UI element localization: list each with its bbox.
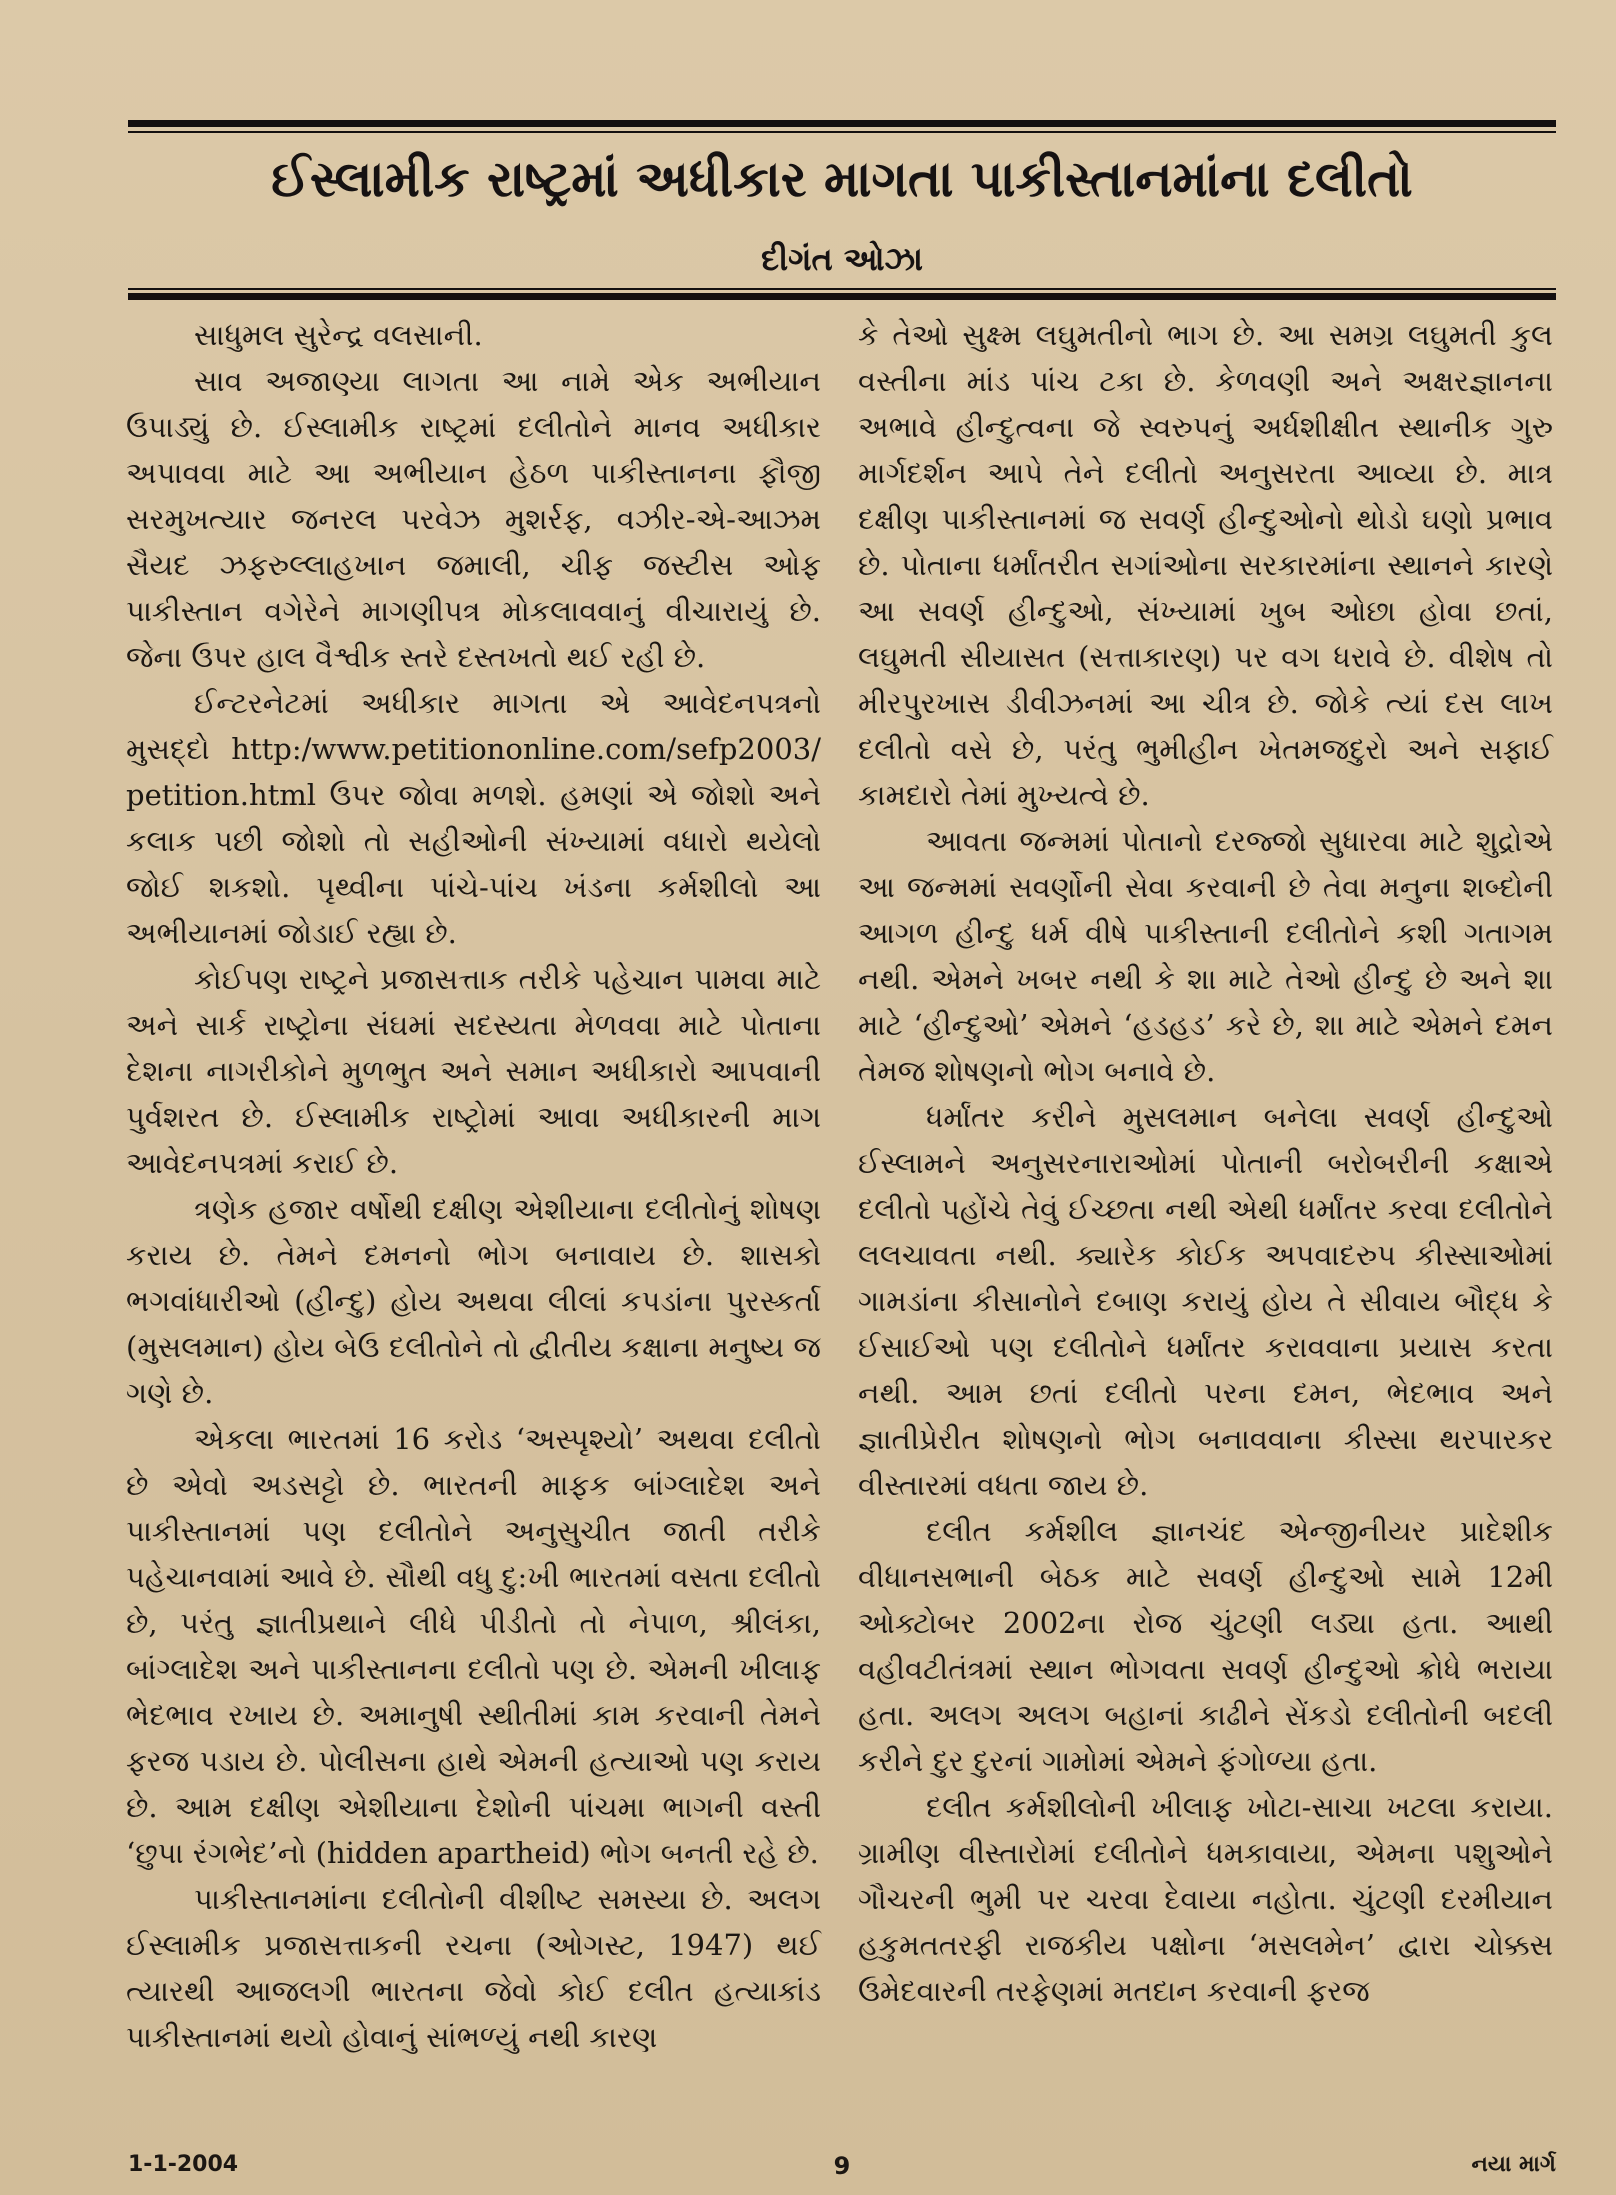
header-bottom-rule (128, 293, 1556, 300)
page-number: 9 (833, 2152, 851, 2180)
header-bottom-rule-thin (128, 288, 1556, 290)
left-column (126, 312, 821, 2060)
paragraph: ધર્માંતર કરીને મુસલમાન બનેલા સવર્ણ હીન્દુઓ ઈસ્લામને અનુસરનારાઓમાં પોતાની બરોબરીની કક્ષાએ દલીતો પહોંચે તેવું ઈચ્છતા નથી એથી ધર્માંતર કરવા દલીતોને લલચાવતા નથી. ક્યારેક કોઈક અપવાદરુપ કીસ્સાઓમાં ગામડાંના કીસાનોને દબાણ કરાયું હોય તે સીવાય બૌદ્ધ કે ઈસાઈઓ પણ દલીતોને ધર્માંતર કરાવવાના પ્રયાસ કરતા નથી. આમ છતાં દલીતો પરના દમન, ભેદભાવ અને જ્ઞાતીપ્રેરીત શોષણનો ભોગ બનાવવાના કીસ્સા થરપારકર વીસ્તારમાં વધતા જાય છે. (858, 1100, 1553, 1502)
paragraph: દલીત કર્મશીલ જ્ઞાનચંદ એન્જીનીયર પ્રાદેશીક વીધાનસભાની બેઠક માટે સવર્ણ હીન્દુઓ સામે 12મી ઓક્ટોબર 2002ના રોજ ચુંટણી લડ્યા હતા. આથી વહીવટીતંત્રમાં સ્થાન ભોગવતા સવર્ણ હીન્દુઓ ક્રોધે ભરાયા હતા. અલગ અલગ બહાનાં કાઢીને સેંકડો દલીતોની બદલી કરીને દુર દુરનાં ગામોમાં એમને ફંગોળ્યા હતા. (858, 1514, 1553, 1778)
paragraph: કે તેઓ સુક્ષ્મ લઘુમતીનો ભાગ છે. આ સમગ્ર લઘુમતી કુલ વસ્તીના માંડ પાંચ ટકા છે. કેળવણી અને અક્ષરજ્ઞાનના અભાવે હીન્દુત્વના જે સ્વરુપનું અર્ધશીક્ષીત સ્થાનીક ગુરુ માર્ગદર્શન આપે તેને દલીતો અનુસરતા આવ્યા છે. માત્ર દક્ષીણ પાકીસ્તાનમાં જ સવર્ણ હીન્દુઓનો થોડો ઘણો પ્રભાવ છે. પોતાના ધર્માંતરીત સગાંઓના સરકારમાંના સ્થાનને કારણે આ સવર્ણ હીન્દુઓ, સંખ્યામાં ખુબ ઓછા હોવા છતાં, લઘુમતી સીયાસત (સત્તાકારણ) પર વગ ધરાવે છે. વીશેષ તો મીરપુરખાસ ડીવીઝનમાં આ ચીત્ર છે. જોકે ત્યાં દસ લાખ દલીતો વસે છે, પરંતુ ભુમીહીન ખેતમજદુરો અને સફાઈ કામદારો તેમાં મુખ્યત્વે છે. (858, 318, 1553, 812)
paragraph: દલીત કર્મશીલોની ખીલાફ ખોટા-સાચા ખટલા કરાયા. ગ્રામીણ વીસ્તારોમાં દલીતોને ધમકાવાયા, એમના પશુઓને ગૌચરની ભુમી પર ચરવા દેવાયા નહોતા. ચુંટણી દરમીયાન હકુમતતરફી રાજકીય પક્ષોના ‘મસલમેન’ દ્વારા ચોક્કસ ઉમેદવારની તરફેણમાં મતદાન કરવાની ફરજ (858, 1790, 1553, 2008)
page-footer (128, 2152, 1556, 2182)
magazine-name: નયા માર્ગ (1471, 2152, 1556, 2177)
issue-date: 1-1-2004 (128, 2152, 239, 2177)
article-title: ઈસ્લામીક રાષ્ટ્રમાં અધીકાર માગતા પાકીસ્તાનમાંના દલીતો (271, 150, 1413, 208)
paragraph: ત્રણેક હજાર વર્ષોથી દક્ષીણ એશીયાના દલીતોનું શોષણ કરાય છે. તેમને દમનનો ભોગ બનાવાય છે. શાસકો ભગવાંધારીઓ (હીન્દુ) હોય અથવા લીલાં કપડાંના પુરસ્કર્તા (મુસલમાન) હોય બેઉ દલીતોને તો દ્વીતીય કક્ષાના મનુષ્ય જ ગણે છે. (126, 1192, 821, 1410)
article-author: દીગંત ઓઝા (761, 240, 923, 278)
paragraph: આવતા જન્મમાં પોતાનો દરજ્જો સુધારવા માટે શુદ્રોએ આ જન્મમાં સવર્ણોની સેવા કરવાની છે તેવા મનુના શબ્દોની આગળ હીન્દુ ધર્મ વીષે પાકીસ્તાની દલીતોને કશી ગતાગમ નથી. એમને ખબર નથી કે શા માટે તેઓ હીન્દુ છે અને શા માટે ‘હીન્દુઓ’ એમને ‘હડહડ’ કરે છે, શા માટે એમને દમન તેમજ શોષણનો ભોગ બનાવે છે. (858, 824, 1553, 1088)
paragraph: સાધુમલ સુરેન્દ્ર વલસાની. (194, 318, 483, 352)
paragraph: કોઈપણ રાષ્ટ્રને પ્રજાસત્તાક તરીકે પહેચાન પામવા માટે અને સાર્ક રાષ્ટ્રોના સંઘમાં સદસ્યતા મેળવવા માટે પોતાના દેશના નાગરીકોને મુળભુત અને સમાન અધીકારો આપવાની પુર્વશરત છે. ઈસ્લામીક રાષ્ટ્રોમાં આવા અધીકારની માગ આવેદનપત્રમાં કરાઈ છે. (126, 962, 821, 1180)
paragraph: પાકીસ્તાનમાંના દલીતોની વીશીષ્ટ સમસ્યા છે. અલગ ઈસ્લામીક પ્રજાસત્તાકની રચના (ઓગસ્ટ, 1947) થઈ ત્યારથી આજલગી ભારતના જેવો કોઈ દલીત હત્યાકાંડ પાકીસ્તાનમાં થયો હોવાનું સાંભળ્યું નથી કારણ (126, 1882, 821, 2054)
paragraph: સાવ અજાણ્યા લાગતા આ નામે એક અભીયાન ઉપાડ્યું છે. ઈસ્લામીક રાષ્ટ્રમાં દલીતોને માનવ અધીકાર અપાવવા માટે આ અભીયાન હેઠળ પાકીસ્તાનના ફૌજી સરમુખત્યાર જનરલ પરવેઝ મુશર્રફ, વઝીર-એ-આઝમ સૈયદ ઝફરુલ્લાહખાન જમાલી, ચીફ જસ્ટીસ ઓફ પાકીસ્તાન વગેરેને માગણીપત્ર મોકલાવવાનું વીચારાયું છે. જેના ઉપર હાલ વૈશ્વીક સ્તરે દસ્તખતો થઈ રહી છે. (126, 364, 821, 674)
top-rule (128, 120, 1556, 127)
paragraph: એકલા ભારતમાં 16 કરોડ ‘અસ્પૃશ્યો’ અથવા દલીતો છે એવો અડસટ્ટો છે. ભારતની માફક બાંગ્લાદેશ અને પાકીસ્તાનમાં પણ દલીતોને અનુસુચીત જાતી તરીકે પહેચાનવામાં આવે છે. સૌથી વધુ દુ:ખી ભારતમાં વસતા દલીતો છે, પરંતુ જ્ઞાતીપ્રથાને લીધે પીડીતો તો નેપાળ, શ્રીલંકા, બાંગ્લાદેશ અને પાકીસ્તાનના દલીતો પણ છે. એમની ખીલાફ ભેદભાવ રખાય છે. અમાનુષી સ્થીતીમાં કામ કરવાની તેમને ફરજ પડાય છે. પોલીસના હાથે એમની હત્યાઓ પણ કરાય છે. આમ દક્ષીણ એશીયાના દેશોની પાંચમા ભાગની વસ્તી ‘છુપા રંગભેદ’નો (hidden apartheid) ભોગ બનતી રહે છે. (126, 1422, 821, 1870)
paragraph: ઈન્ટરનેટમાં અધીકાર માગતા એ આવેદનપત્રનો મુસદ્દો http:/www.petitiononline.com/sefp2003/ petition.html ઉપર જોવા મળશે. હમણાં એ જોશો અને કલાક પછી જોશો તો સહીઓની સંખ્યામાં વધારો થયેલો જોઈ શકશો. પૃથ્વીના પાંચે-પાંચ ખંડના કર્મશીલો આ અભીયાનમાં જોડાઈ રહ્યા છે. (126, 686, 821, 950)
right-column (858, 312, 1553, 2014)
top-rule-thin (128, 131, 1556, 133)
